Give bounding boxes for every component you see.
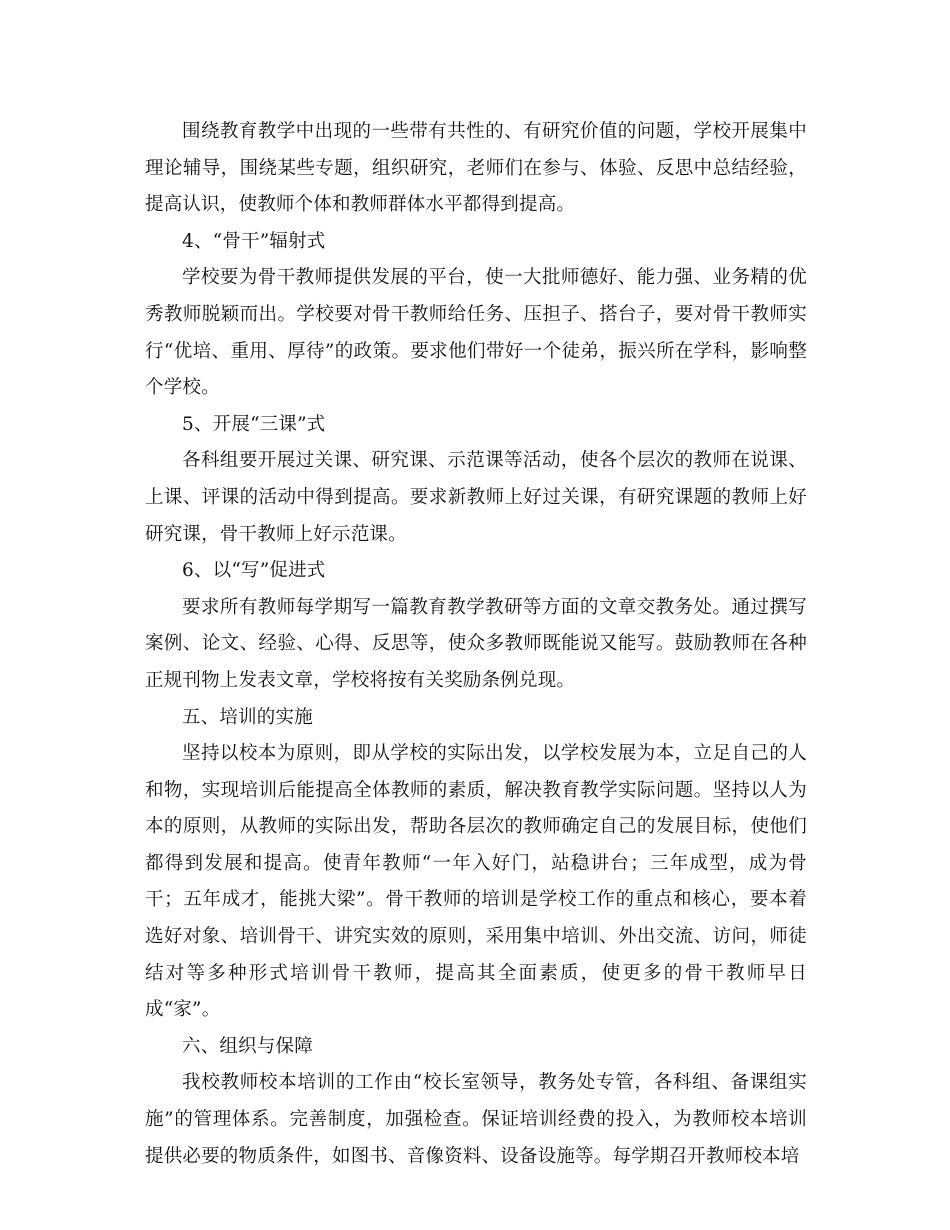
heading-backbone-radiation: 4、“骨干”辐射式 [182,230,326,252]
heading-training-implementation: 五、培训的实施 [182,706,313,728]
heading-three-lessons: 5、开展“三课”式 [182,413,326,435]
paragraph-backbone-teachers: 学校要为骨干教师提供发展的平台，使一大批师德好、能力强、业务精的优秀教师脱颖而出。学校要对骨干教师给任务、压担子、搭台子，要对骨干教师实行“优培、重用、厚待”的政策。要求他们带好一个徒弟，振兴所在学科，影响整个学校。 [145,267,807,399]
paragraph-training-implementation: 坚持以校本为原则，即从学校的实际出发，以学校发展为本，立足自己的人和物，实现培训后能提高全体教师的素质，解决教育教学实际问题。坚持以人为本的原则，从教师的实际出发，帮助各层次的教师确定自己的发展目标，使他们都得到发展和提高。使青年教师“一年入好门，站稳讲台；三年成型，成为骨干；五年成才，能挑大梁”。骨干教师的培训是学校工作的重点和核心，要本着选好对象、培训骨干、讲究实效的原则，采用集中培训、外出交流、访问，师徒结对等多种形式培训骨干教师，提高其全面素质，使更多的骨干教师早日成“家”。 [145,743,807,1021]
document-page [145,114,807,1175]
paragraph-writing-promotion: 要求所有教师每学期写一篇教育教学教研等方面的文章交教务处。通过撰写案例、论文、经验、心得、反思等，使众多教师既能说又能写。鼓励教师在各种正规刊物上发表文章，学校将按有关奖励条例兑现。 [145,596,807,691]
paragraph-research-guidance: 围绕教育教学中出现的一些带有共性的、有研究价值的问题，学校开展集中理论辅导，围绕某些专题，组织研究，老师们在参与、体验、反思中总结经验，提高认识，使教师个体和教师群体水平都得到提高。 [145,121,807,216]
heading-organization-guarantee: 六、组织与保障 [182,1035,313,1057]
paragraph-organization-guarantee: 我校教师校本培训的工作由“校长室领导，教务处专管，各科组、备课组实施”的管理体系。完善制度，加强检查。保证培训经费的投入，为教师校本培训提供必要的物质条件，如图书、音像资料、设备设施等。每学期召开教师校本培 [145,1072,807,1167]
heading-writing-promotion: 6、以“写”促进式 [182,560,326,582]
paragraph-three-lessons: 各科组要开展过关课、研究课、示范课等活动，使各个层次的教师在说课、上课、评课的活动中得到提高。要求新教师上好过关课，有研究课题的教师上好研究课，骨干教师上好示范课。 [145,450,807,545]
